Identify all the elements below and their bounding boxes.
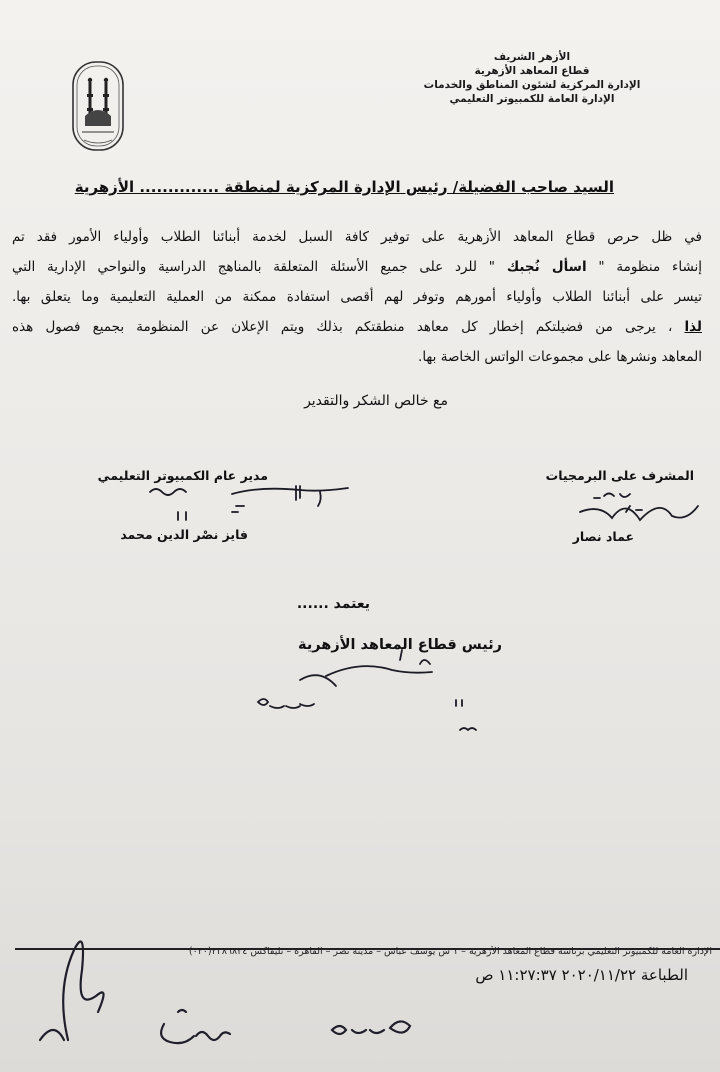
approval-signature-scribble xyxy=(258,650,476,730)
service-name: اسأل نُجبك xyxy=(506,259,587,275)
footer-address: الإدارة العامة للكمبيوتر التعليمي برئاسة قطاع المعاهد الأزهرية – ١ ش يوسف عباس – مدينة نصر – القاهرة – تليفاكس ٢٣٨٦٨٢٤(٠٢٠) xyxy=(188,946,712,957)
approval-title: رئيس قطاع المعاهد الأزهرية xyxy=(298,637,502,653)
print-timestamp: الطباعة ٢٠٢٠/١١/٢٢ ١١:٢٧:٣٧ ص xyxy=(475,966,688,984)
right-signature-scribble xyxy=(580,494,698,521)
body-line-3: تيسر على أبنائنا الطلاب وأولياء أمورهم وتوفر لهم أقصى استفادة ممكنة من العملية التعليمية وما يتعلق بها. xyxy=(12,289,702,305)
body-line-2-end: " للرد على جميع الأسئلة المتعلقة بالمناهج الدراسية والنواحي الإدارية التي xyxy=(12,259,507,275)
body-line-2-start: إنشاء منظومة " xyxy=(586,259,702,275)
body-line-4-rest: ، يرجى من فضيلتكم إخطار كل معاهد منطقتكم بذلك ويتم الإعلان عن المنظومة بجميع فصول هذه xyxy=(12,319,685,335)
left-signature-scribble xyxy=(150,486,348,520)
right-signature-name: عماد نصار xyxy=(572,529,634,544)
header-line-2: قطاع المعاهد الأزهرية xyxy=(474,65,590,77)
left-signature-name: فايز نصْر الدين محمد xyxy=(120,527,248,542)
left-signature-title: مدير عام الكمبيوتر التعليمي xyxy=(97,468,268,483)
header-line-4: الإدارة العامة للكمبيوتر التعليمي xyxy=(449,93,615,105)
body-line-1: في ظل حرص قطاع المعاهد الأزهرية على توفير كافة السبل لخدمة أبنائنا الطلاب وأولياء الأمور فقد تم xyxy=(12,229,702,245)
salutation: السيد صاحب الفضيلة/ رئيس الإدارة المركزية لمنطقة .............. الأزهرية xyxy=(74,178,614,196)
right-signature-title: المشرف على البرمجيات xyxy=(545,468,694,483)
approval-label: يعتمد ...... xyxy=(296,596,370,612)
body-line-5: المعاهد ونشرها على مجموعات الواتس الخاصة بها. xyxy=(418,349,702,365)
body-line-4-lead: لذا xyxy=(684,319,702,335)
header-line-3: الإدارة المركزية لشئون المناطق والخدمات xyxy=(423,79,641,91)
closing-regards: مع خالص الشكر والتقدير xyxy=(304,393,448,409)
header-line-1: الأزهر الشريف xyxy=(493,51,571,63)
